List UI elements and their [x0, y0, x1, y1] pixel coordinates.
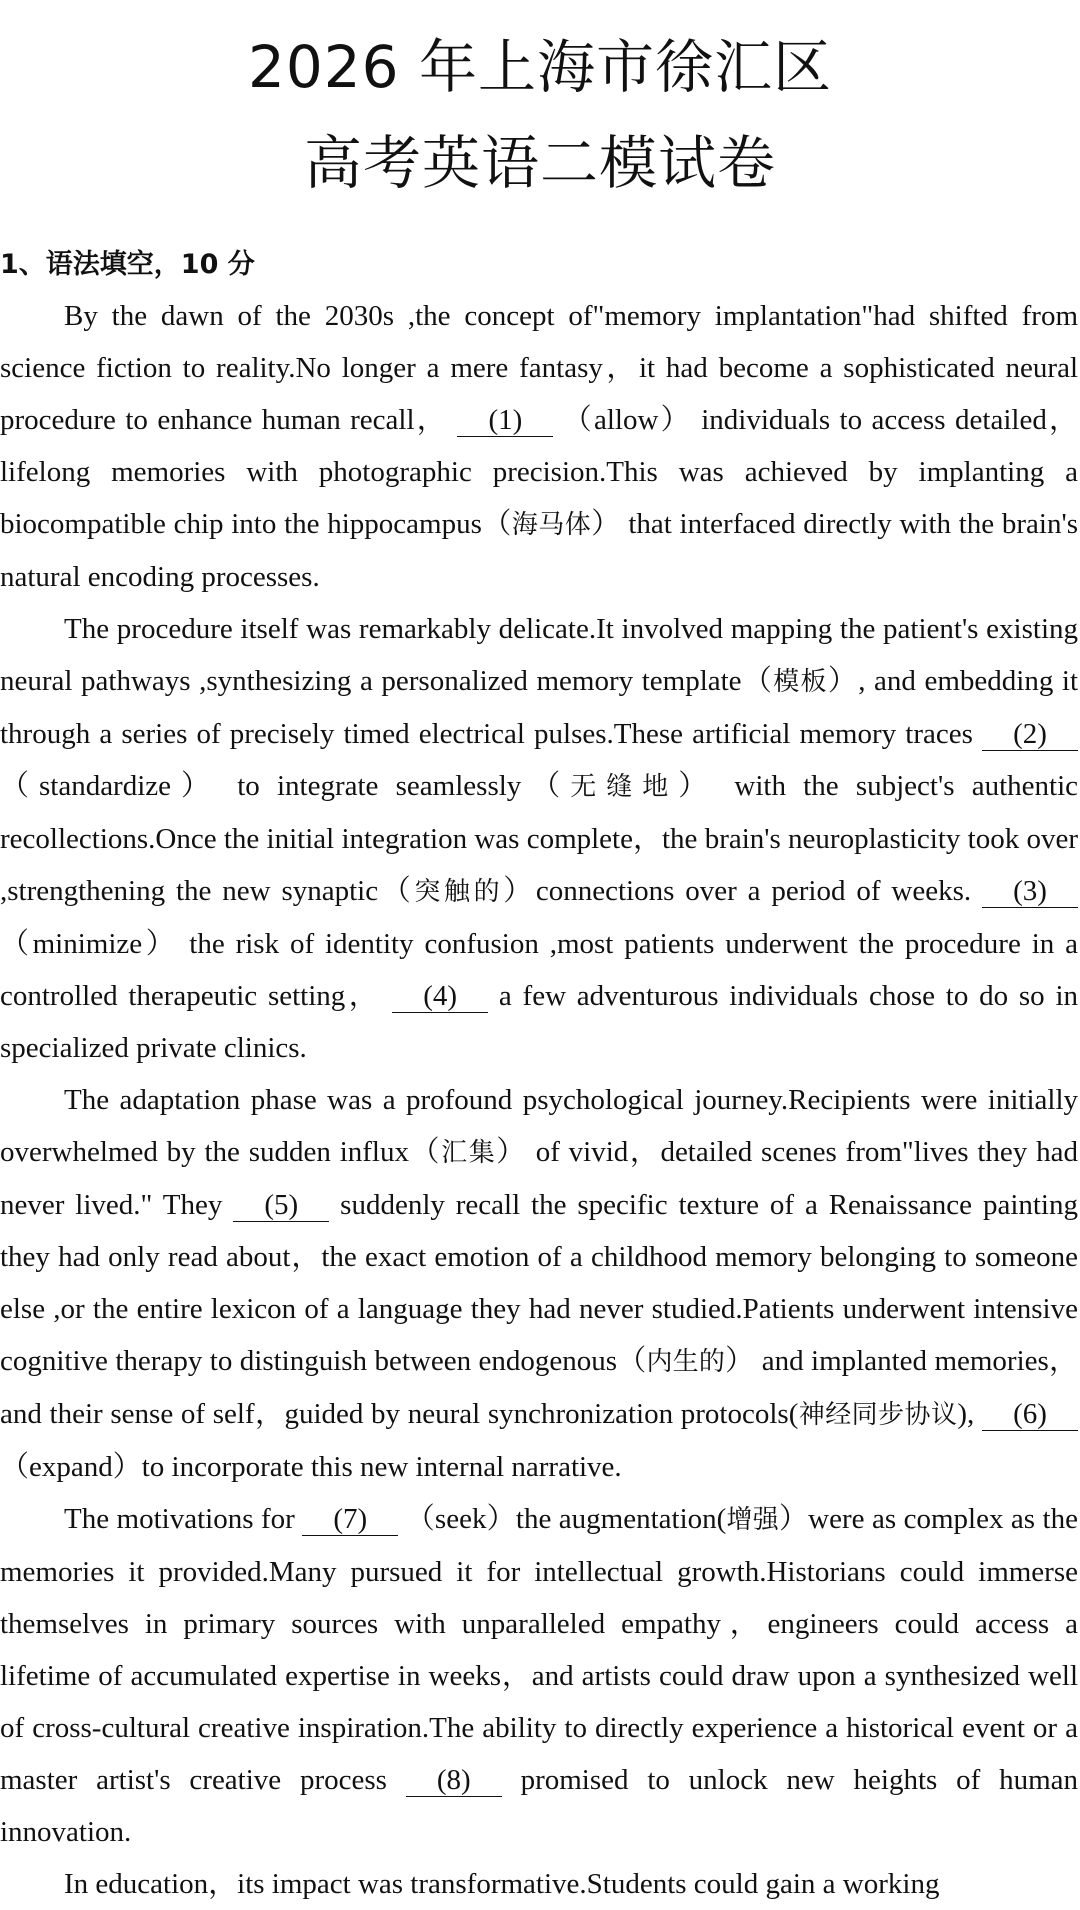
answer-blank-1[interactable]: (1): [457, 404, 553, 437]
answer-blank-4[interactable]: (4): [392, 980, 488, 1013]
exam-title-line2: 高考英语二模试卷: [303, 129, 776, 197]
chinese-gloss: 突触的: [414, 877, 504, 907]
paragraph-text: The adaptation phase was a profound psychological journey.Recipients were initially overwhelmed by the sudden influx（: [0, 1084, 1078, 1168]
paragraph-1: [0, 290, 1078, 603]
paragraph-text: （expand）to incorporate this new internal narrative.: [0, 1451, 622, 1483]
paragraph-text: ） with the subject's authentic recollections.Once the initial integration was complete，the brain's neuroplasticity took over ,strengthening the new synaptic（: [0, 770, 1078, 907]
paragraph-text: In education，its impact was transformative.Students could gain a working: [64, 1868, 940, 1900]
exam-title-line1: 2026 年上海市徐汇区: [247, 33, 833, 101]
paragraph-2: [0, 603, 1078, 1074]
paragraph-text: ） that interfaced directly with the brain's natural encoding processes.: [0, 508, 1078, 593]
paragraph-text: ） and implanted memories，and their sense of self，guided by neural synchronization protocols(: [0, 1345, 1078, 1430]
paragraph-text: ）were as complex as the memories it provided.Many pursued it for intellectual growth.Historians could immerse themselves in primary sources with unparalleled empathy，engineers could access a lifetime of accumulated expertise in weeks，and artists could draw upon a synthesized well of cross-cultural creative inspiration.The ability to directly experience a historical event or a master artist's creative process: [0, 1503, 1078, 1796]
paragraph-5: [0, 1858, 1078, 1910]
paragraph-4: [0, 1493, 1078, 1858]
paragraph-text: By the dawn of the 2030s ,the concept of"memory implantation"had shifted from science fiction to reality.No longer a mere fantasy，it had become a sophisticated neural procedure to enhance human recall，: [0, 300, 1078, 436]
paragraph-text: ),: [957, 1398, 975, 1430]
answer-blank-2[interactable]: (2): [982, 718, 1078, 751]
paragraph-text: （standardize） to integrate seamlessly（: [0, 770, 571, 802]
paragraph-text: The motivations for: [64, 1503, 295, 1535]
paragraph-text: （allow） individuals to access detailed，lifelong memories with photographic precision.This was achieved by implanting a biocompatible chip into the hippocampus（: [0, 404, 1079, 540]
chinese-gloss: 汇集: [441, 1138, 497, 1168]
paragraph-text: a few adventurous individuals chose to do so in specialized private clinics.: [0, 980, 1079, 1064]
chinese-gloss: 增强: [726, 1505, 779, 1535]
paragraph-text: ）, and embedding it through a series of precisely timed electrical pulses.These artificial memory traces: [0, 665, 1079, 750]
paragraph-text: ）connections over a period of weeks.: [503, 875, 972, 907]
paragraph-text: ） of vivid，detailed scenes from"lives they had never lived." They: [0, 1136, 1078, 1221]
paragraph-text: promised to unlock new heights of human innovation.: [0, 1764, 1079, 1848]
answer-blank-7[interactable]: (7): [302, 1503, 398, 1536]
chinese-gloss: 神经同步协议: [798, 1400, 958, 1430]
section-heading: 1、语法填空，10 分: [0, 249, 255, 280]
paragraph-3: [0, 1074, 1078, 1493]
paragraph-text: （seek）the augmentation(: [405, 1503, 727, 1535]
chinese-gloss: 模板: [773, 667, 828, 697]
answer-blank-8[interactable]: (8): [406, 1764, 502, 1797]
passage: [0, 290, 1078, 1910]
chinese-gloss: 内生的: [646, 1347, 726, 1377]
paragraph-text: The procedure itself was remarkably delicate.It involved mapping the patient's existing neural pathways ,synthesizing a personalized memory template（: [0, 613, 1078, 697]
answer-blank-3[interactable]: (3): [982, 875, 1078, 908]
chinese-gloss: 无缝地: [570, 772, 679, 802]
paragraph-text: （minimize） the risk of identity confusion ,most patients underwent the procedure in a controlled therapeutic setting，: [0, 928, 1078, 1012]
chinese-gloss: 海马体: [511, 510, 592, 540]
answer-blank-5[interactable]: (5): [233, 1189, 329, 1222]
answer-blank-6[interactable]: (6): [982, 1398, 1078, 1431]
paragraph-text: suddenly recall the specific texture of a Renaissance painting they had only read about，the exact emotion of a childhood memory belonging to someone else ,or the entire lexicon of a language they had never studied.Patients underwent intensive cognitive therapy to distinguish between endogenous（: [0, 1189, 1078, 1377]
